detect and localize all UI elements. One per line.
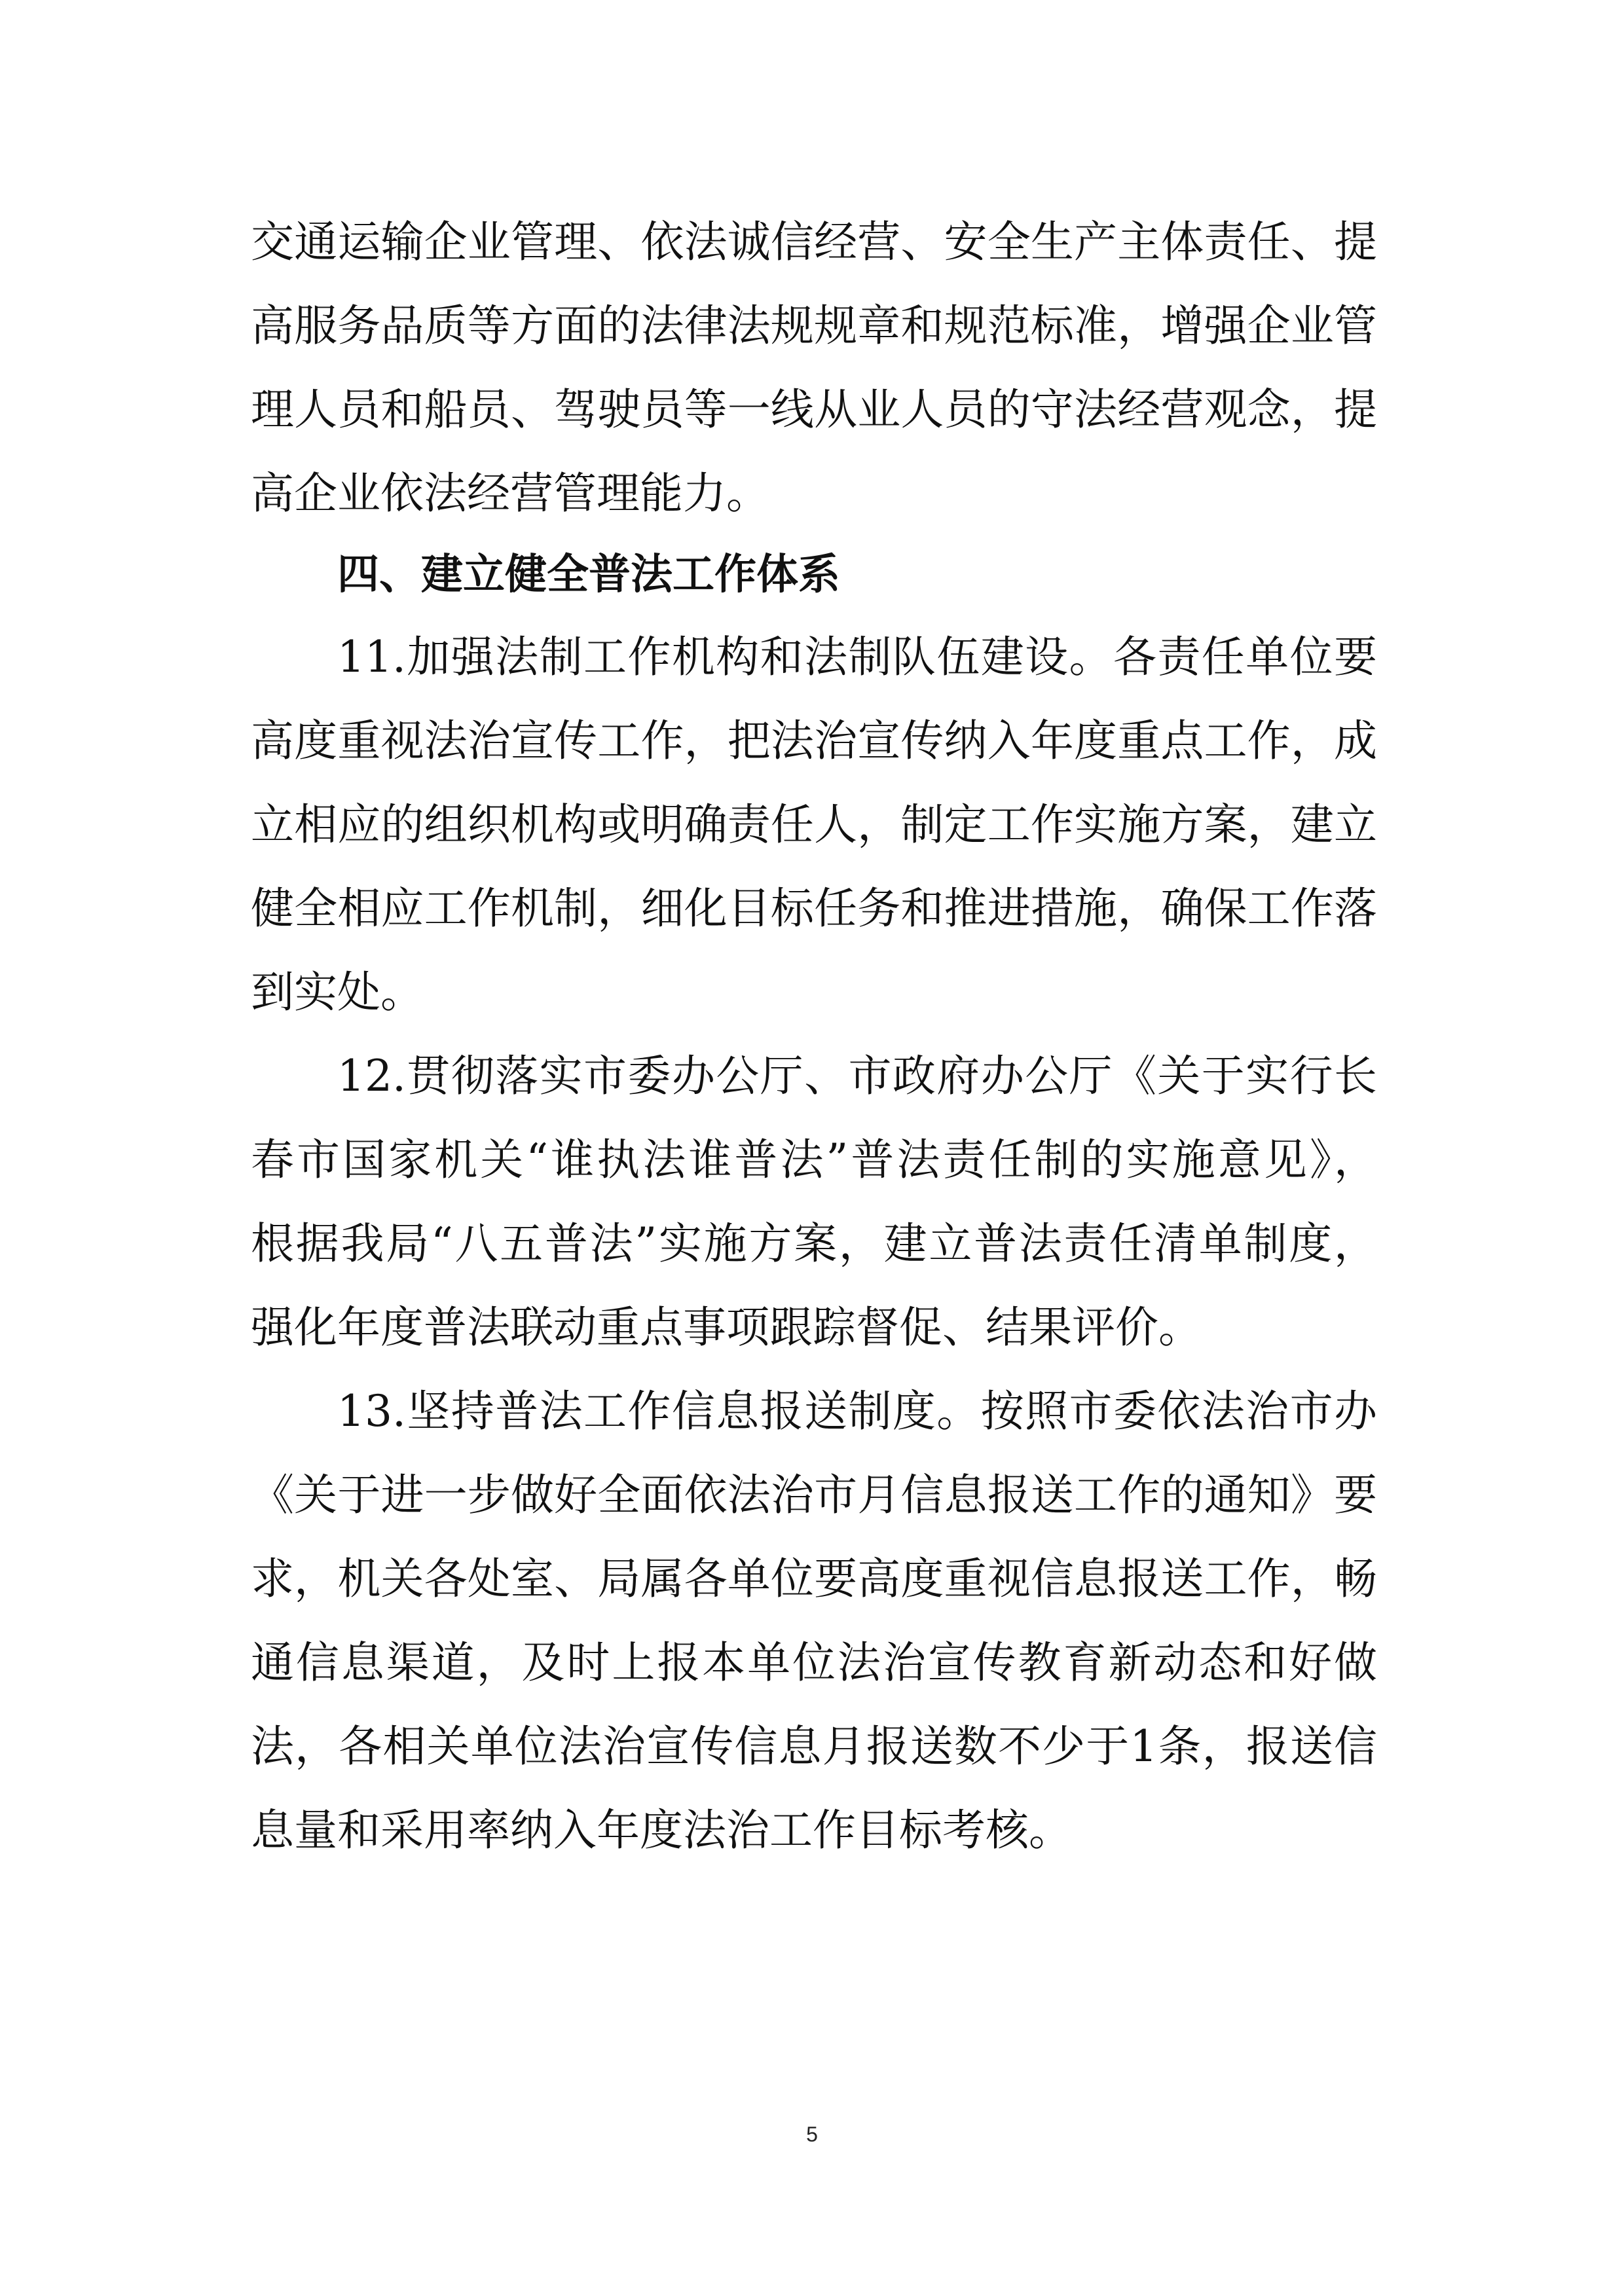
section-heading: 四、建立健全普法工作体系 bbox=[337, 551, 840, 599]
body-line: 13.坚持普法工作信息报送制度。按照市委依法治市办 bbox=[337, 1386, 1377, 1436]
body-line: 《关于进一步做好全面依法治市月信息报送工作的通知》要 bbox=[251, 1470, 1377, 1520]
body-line: 11.加强法制工作机构和法制队伍建设。各责任单位要 bbox=[337, 632, 1377, 682]
body-line: 通信息渠道，及时上报本单位法治宣传教育新动态和好做 bbox=[251, 1637, 1377, 1688]
body-line: 到实处。 bbox=[251, 967, 424, 1017]
body-line: 立相应的组织机构或明确责任人，制定工作实施方案，建立 bbox=[251, 799, 1377, 850]
body-line: 健全相应工作机制，细化目标任务和推进措施，确保工作落 bbox=[251, 883, 1377, 934]
body-line: 求，机关各处室、局属各单位要高度重视信息报送工作，畅 bbox=[251, 1554, 1377, 1604]
page-number: 5 bbox=[806, 2123, 818, 2146]
body-line: 息量和采用率纳入年度法治工作目标考核。 bbox=[251, 1805, 1072, 1855]
body-line: 根据我局“八五普法”实施方案，建立普法责任清单制度， bbox=[251, 1218, 1377, 1269]
body-line: 高度重视法治宣传工作，把法治宣传纳入年度重点工作，成 bbox=[251, 716, 1377, 766]
body-line: 强化年度普法联动重点事项跟踪督促、结果评价。 bbox=[251, 1302, 1202, 1353]
body-line: 法，各相关单位法治宣传信息月报送数不少于1条，报送信 bbox=[251, 1721, 1377, 1772]
body-line: 春市国家机关“谁执法谁普法”普法责任制的实施意见》， bbox=[251, 1135, 1377, 1185]
body-line: 高企业依法经营管理能力。 bbox=[251, 468, 769, 519]
body-line: 理人员和船员、驾驶员等一线从业人员的守法经营观念，提 bbox=[251, 384, 1377, 435]
body-line: 交通运输企业管理、依法诚信经营、安全生产主体责任、提 bbox=[251, 217, 1377, 267]
body-line: 12.贯彻落实市委办公厅、市政府办公厅《关于实行长 bbox=[337, 1051, 1377, 1101]
body-line: 高服务品质等方面的法律法规规章和规范标准，增强企业管 bbox=[251, 301, 1377, 351]
